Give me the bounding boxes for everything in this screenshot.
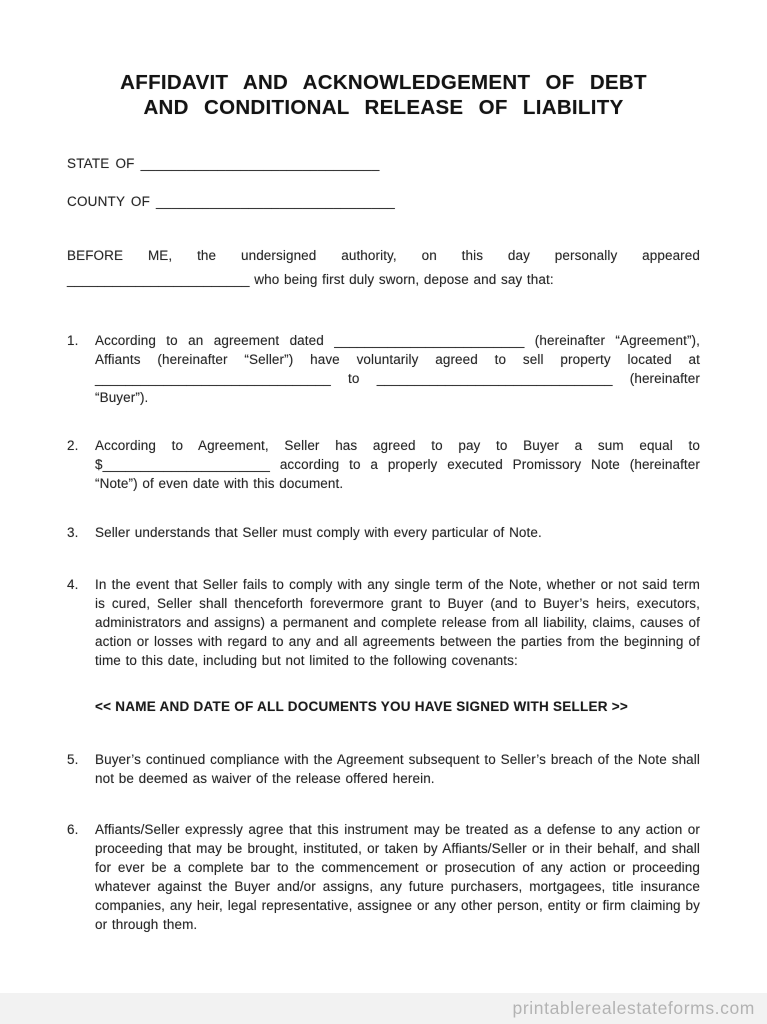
clause-4-text: In the event that Seller fails to comply with any single term of the Note, whether or not said term is cured, Seller shall thenceforth forevermore grant to Buyer (and to Buyer’s heirs, executors, administrators and assigns) a permanent and complete release from all liability, claims, causes of action or losses with regard to any and all agreements between the parties from the beginning of time to this date, including but not limited to the following covenants: (95, 577, 700, 668)
clause-3-number: 3. (67, 525, 79, 540)
county-of-field: COUNTY OF _______________________________ (67, 194, 396, 209)
clause-6-number: 6. (67, 822, 79, 837)
clause-5-text: Buyer’s continued compliance with the Agreement subsequent to Seller’s breach of the Note shall not be deemed as waiver of the release offered herein. (95, 752, 700, 786)
document-title-line-2: AND CONDITIONAL RELEASE OF LIABILITY (143, 96, 624, 119)
clause-1-text: According to an agreement dated _________________________ (hereinafter “Agreement”), Affiants (hereinafter “Seller”) have voluntarily agreed to sell property located at _______________________________ to _______________________________ (hereinafter “Buyer”). (95, 333, 700, 405)
covenant-placeholder-line: << NAME AND DATE OF ALL DOCUMENTS YOU HAVE SIGNED WITH SELLER >> (95, 699, 629, 714)
clause-1-number: 1. (67, 333, 79, 348)
footer-watermark-text: printablerealestateforms.com (512, 998, 755, 1018)
preamble-paragraph: BEFORE ME, the undersigned authority, on this day personally appeared ________________________ who being first duly sworn, depose and say that: (67, 248, 700, 287)
clause-2-text: According to Agreement, Seller has agreed to pay to Buyer a sum equal to $______________________ according to a properly executed Promissory Note (hereinafter “Note”) of even date with this document. (95, 438, 700, 491)
clause-2-number: 2. (67, 438, 79, 453)
clause-6-text: Affiants/Seller expressly agree that this instrument may be treated as a defense to any action or proceeding that may be brought, instituted, or taken by Affiants/Seller or in their behalf, and shall for ever be a complete bar to the commencement or prosecution of any action or proceeding whatever against the Buyer and/or assigns, any future purchasers, mortgagees, title insurance companies, any heir, legal representative, assignee or any other person, entity or firm claiming by or through them. (95, 822, 700, 932)
clause-3 (67, 523, 700, 542)
clause-1 (67, 331, 700, 407)
document-title-line-1: AFFIDAVIT AND ACKNOWLEDGEMENT OF DEBT (120, 71, 647, 94)
numbered-clauses (67, 331, 700, 934)
clause-4 (67, 575, 700, 670)
state-of-field: STATE OF _______________________________ (67, 156, 380, 171)
document-title (67, 70, 700, 120)
clause-3-text: Seller understands that Seller must comply with every particular of Note. (95, 525, 542, 540)
clause-2 (67, 436, 700, 493)
clause-5-number: 5. (67, 752, 79, 767)
footer-bar (0, 993, 767, 1024)
clause-6 (67, 820, 700, 934)
clause-4-number: 4. (67, 577, 79, 592)
clause-5 (67, 750, 700, 788)
